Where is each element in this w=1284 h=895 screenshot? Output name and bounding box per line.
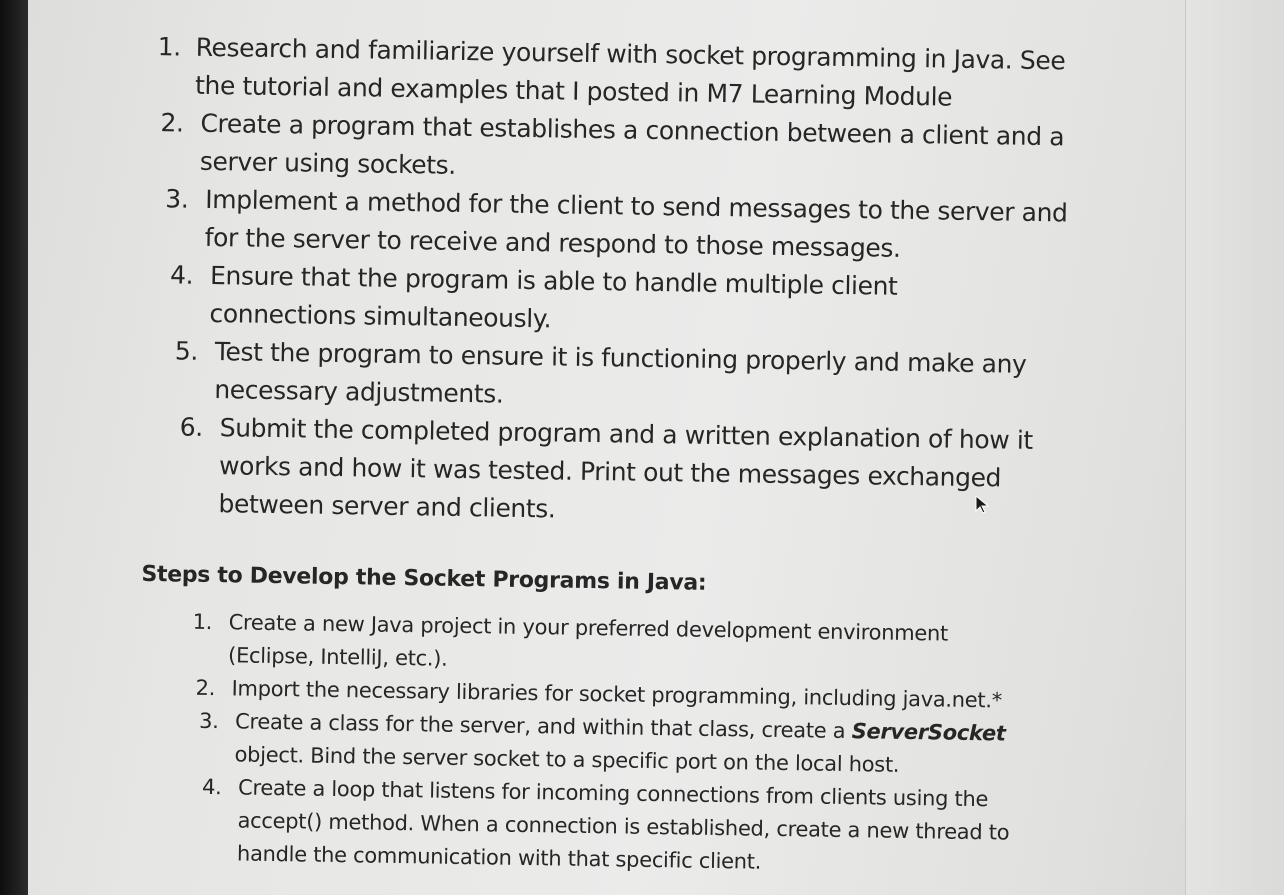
item-number: 6. — [179, 412, 204, 442]
list-item — [137, 770, 1028, 883]
item-number: 2. — [195, 675, 216, 701]
item-number: 1. — [157, 32, 181, 62]
instructions-list — [142, 28, 1110, 537]
item-text: Implement a method for the client to send messages to the server and for the server to receive and respond to those messages. — [204, 184, 1068, 263]
list-item — [145, 256, 1050, 346]
monitor-bezel — [0, 0, 28, 895]
mouse-pointer-icon — [974, 495, 990, 515]
item-text-before: Create a class for the server, and within that class, create a — [234, 709, 852, 744]
item-text: Create a program that establishes a connection between a client and a server using sockets. — [199, 108, 1065, 180]
list-item — [142, 408, 1065, 536]
item-number: 2. — [160, 108, 184, 138]
item-text: Submit the completed program and a written explanation of how it works and how it was tested. Print out the messages exchanged between server and clients. — [218, 413, 1034, 524]
item-number: 4. — [169, 260, 194, 290]
item-number: 5. — [174, 336, 199, 366]
item-text-after: object. Bind the server socket to a specific port on the local host. — [234, 742, 900, 777]
section-heading: Steps to Develop the Socket Programs in Java: — [141, 561, 707, 596]
list-item — [149, 28, 1096, 119]
item-number: 4. — [201, 774, 222, 800]
item-number: 3. — [198, 708, 219, 734]
steps-list — [137, 605, 1101, 884]
item-text: Ensure that the program is able to handle multiple client connections simultaneously. — [209, 260, 898, 334]
item-text: Research and familiarize yourself with socket programming in Java. See the tutorial and examples that I posted in M7 Learning Module — [194, 32, 1066, 112]
list-item — [144, 332, 1035, 422]
item-emphasis: ServerSocket — [851, 719, 1006, 746]
item-text: Import the necessary libraries for socket programming, including java.net.* — [231, 676, 1003, 713]
item-text: Create a loop that listens for incoming connections from clients using the accept() method. When a connection is established, create a new thread to handle the communication with that specific client. — [236, 775, 1010, 874]
list-item — [148, 104, 1081, 195]
right-margin-panel — [1186, 0, 1284, 895]
item-number: 1. — [192, 609, 213, 635]
item-text: Test the program to ensure it is functioning properly and make any necessary adjustments. — [214, 337, 1027, 409]
document-body — [137, 28, 1110, 884]
item-text: Create a new Java project in your preferred development environment (Eclipse, IntelliJ, etc.). — [227, 610, 949, 671]
item-number: 3. — [165, 184, 189, 214]
